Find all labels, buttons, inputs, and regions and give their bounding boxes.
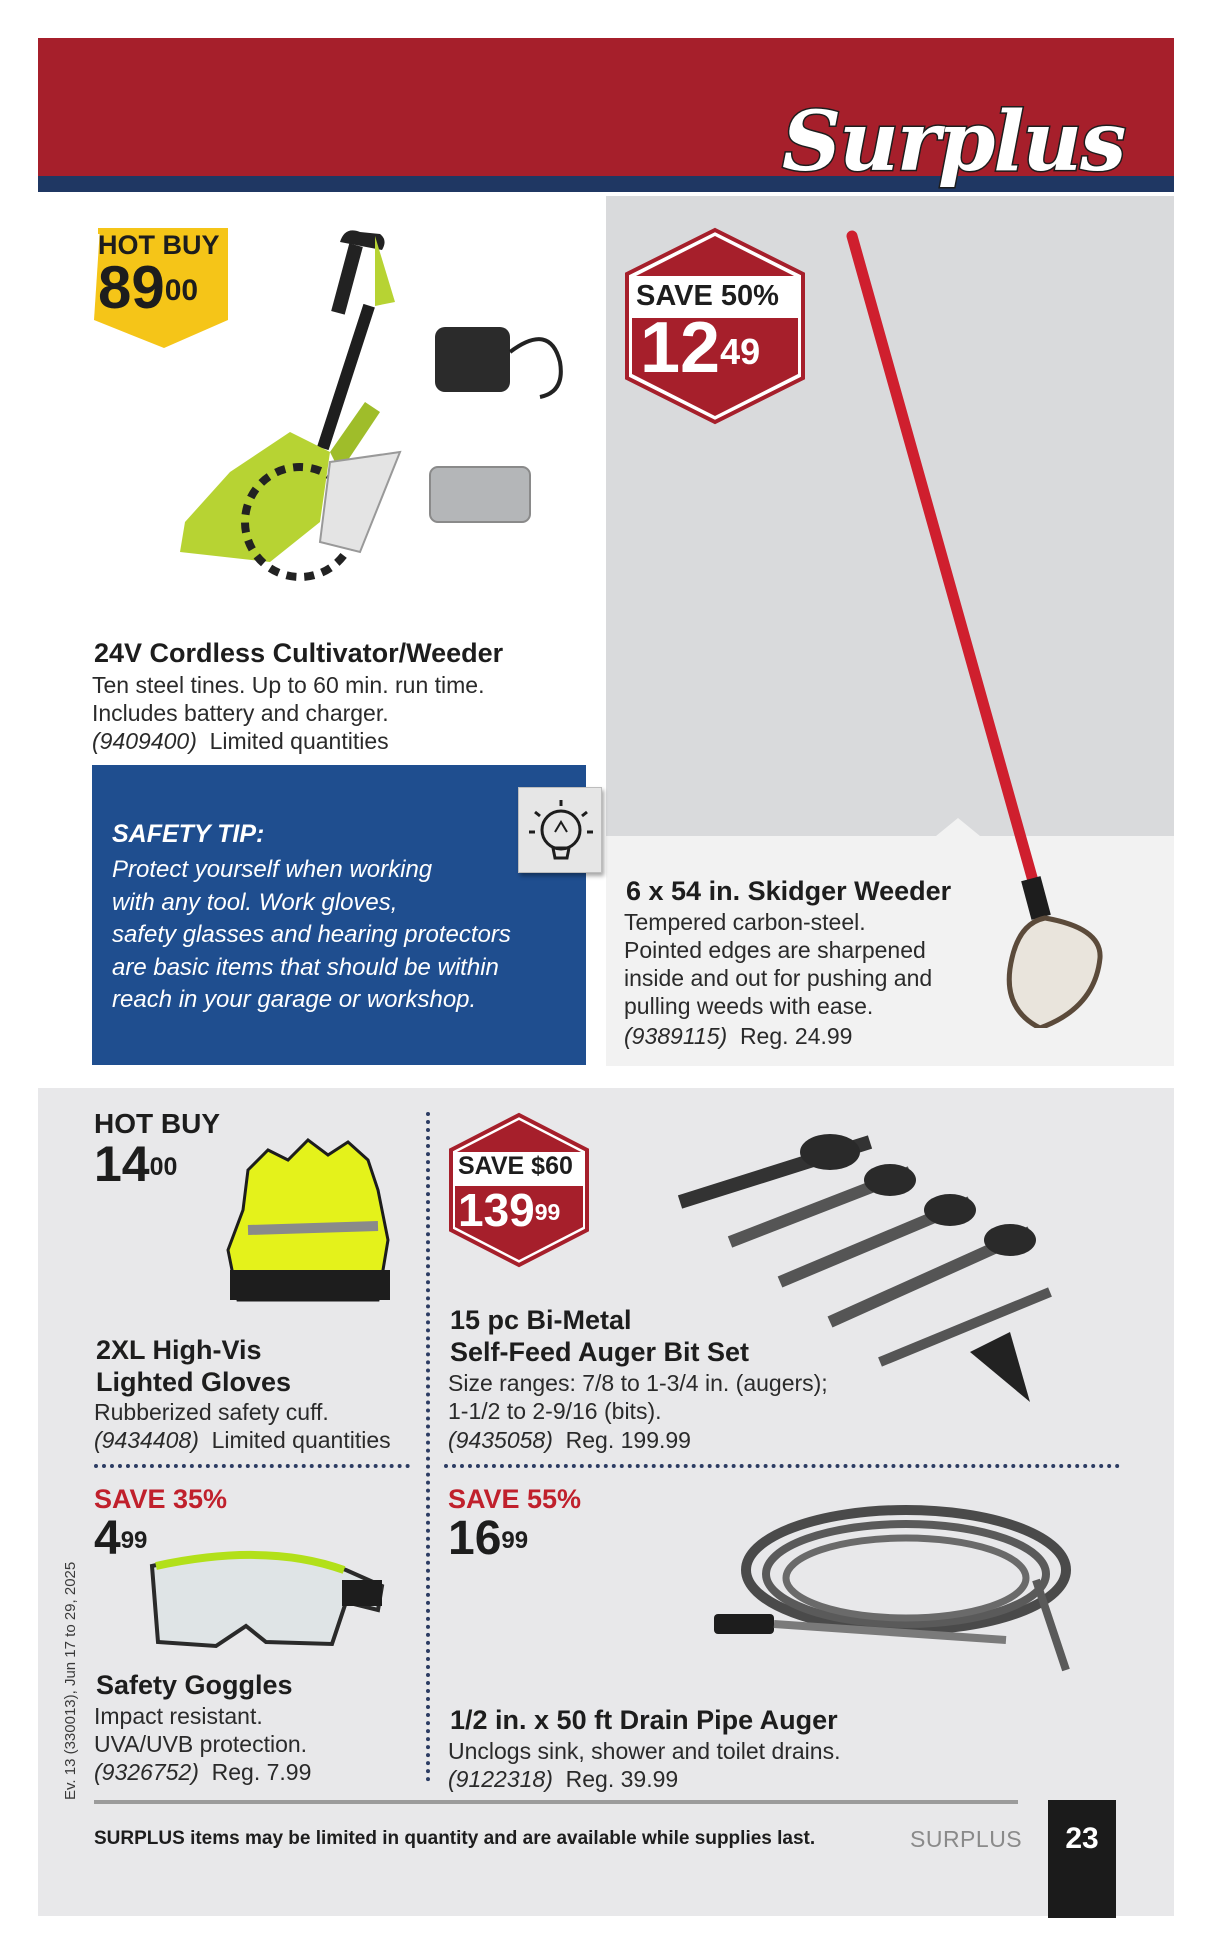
safety-tip-body [112,854,572,1017]
gloves-badge-label: HOT BUY [94,1108,220,1139]
gloves-title-2: Lighted Gloves [96,1367,292,1397]
safety-tip-line-5: reach in your garage or workshop. [112,986,477,1013]
cultivator-note: Limited quantities [209,728,389,754]
surplus-logo [772,88,1132,208]
auger-bits-title-1: 15 pc Bi-Metal [450,1305,632,1335]
cultivator-desc-1: Ten steel tines. Up to 60 min. run time. [92,672,485,698]
weeder-price: $12^{49}$ [640,308,761,388]
auger-bits-sku-line [448,1426,691,1455]
weeder-sku-line [624,1022,852,1051]
weeder-desc-3: inside and out for pushing and [624,965,933,991]
goggles-desc-1: Impact resistant. [94,1703,263,1729]
safety-tip-line-4: are basic items that should be within [112,953,499,981]
goggles-sku: (9326752) [94,1759,199,1785]
weeder-desc-2: Pointed edges are sharpened [624,937,926,963]
gloves-desc-1: Rubberized safety cuff. [94,1399,329,1425]
gloves-image [218,1130,413,1310]
left-horizontal-divider [94,1464,410,1468]
goggles-title: Safety Goggles [96,1670,293,1700]
edition-info: Ev. 13 (330013), Jun 17 to 29, 2025 [62,1561,79,1800]
weeder-image [840,228,1110,1028]
gloves-note: Limited quantities [211,1427,391,1453]
auger-bits-title-2: Self-Feed Auger Bit Set [450,1337,750,1367]
drain-auger-sku: (9122318) [448,1766,553,1792]
gloves-price: $14^{00}$ [94,1136,178,1192]
footer-rule [94,1800,1018,1804]
gloves-sku-line [94,1426,391,1455]
auger-bits-badge-label: SAVE $60 [458,1152,573,1180]
footer-section-label: SURPLUS [910,1826,1023,1852]
drain-auger-price: $16^{99}$ [448,1512,529,1565]
safety-tip-line-1: Protect yourself when working [112,856,433,883]
cultivator-price: $89^{00}$ [98,254,199,321]
safety-tip-title: SAFETY TIP: [112,820,265,848]
cultivator-desc-2: Includes battery and charger. [92,700,389,726]
drain-auger-title: 1/2 in. x 50 ft Drain Pipe Auger [450,1705,838,1735]
goggles-sku-line [94,1758,311,1787]
auger-bits-desc-2: 1-1/2 to 2-9/16 (bits). [448,1398,662,1424]
goggles-desc-2: UVA/UVB protection. [94,1731,308,1757]
goggles-price: $4^{99}$ [94,1512,148,1565]
page-number-box [1048,1800,1116,1918]
safety-tip-line-2: with any tool. Work gloves, [112,888,398,916]
drain-auger-image [706,1490,1086,1680]
weeder-desc-1: Tempered carbon-steel. [624,909,866,935]
footer-note: SURPLUS items may be limited in quantity and are available while supplies last. [94,1828,816,1849]
goggles-reg: Reg. 7.99 [211,1759,312,1785]
svg-text:Surplus: Surplus [782,94,1125,190]
gloves-sku: (9434408) [94,1427,199,1453]
drain-auger-badge-label: SAVE 55% [448,1484,582,1514]
goggles-image [146,1546,386,1656]
cultivator-sku-line [92,727,389,756]
weeder-desc-4: pulling weeds with ease. [624,993,874,1019]
weeder-title: 6 x 54 in. Skidger Weeder [626,876,952,906]
cultivator-badge-label: HOT BUY [98,230,220,260]
gloves-title-1: 2XL High-Vis [96,1335,262,1365]
drain-auger-reg: Reg. 39.99 [565,1766,679,1792]
weeder-sku: (9389115) [624,1023,728,1049]
drain-auger-sku-line [448,1765,678,1794]
vertical-divider [426,1112,430,1782]
right-horizontal-divider [444,1464,1120,1468]
drain-auger-desc-1: Unclogs sink, shower and toilet drains. [448,1738,841,1764]
auger-bits-price: $139^{99}$ [458,1184,561,1236]
auger-bits-desc-1: Size ranges: 7/8 to 1-3/4 in. (augers); [448,1370,828,1396]
safety-tip-line-3: safety glasses and hearing protectors [112,921,511,948]
cultivator-title: 24V Cordless Cultivator/Weeder [94,638,504,668]
weeder-reg: Reg. 24.99 [739,1023,853,1049]
cultivator-sku: (9409400) [92,728,197,754]
auger-bits-sku: (9435058) [448,1427,553,1453]
goggles-badge-label: SAVE 35% [94,1484,228,1514]
cultivator-image [170,222,590,632]
auger-bits-reg: Reg. 199.99 [565,1427,691,1453]
page-number: 23 [1065,1822,1099,1855]
weeder-badge-label: SAVE 50% [636,280,779,312]
